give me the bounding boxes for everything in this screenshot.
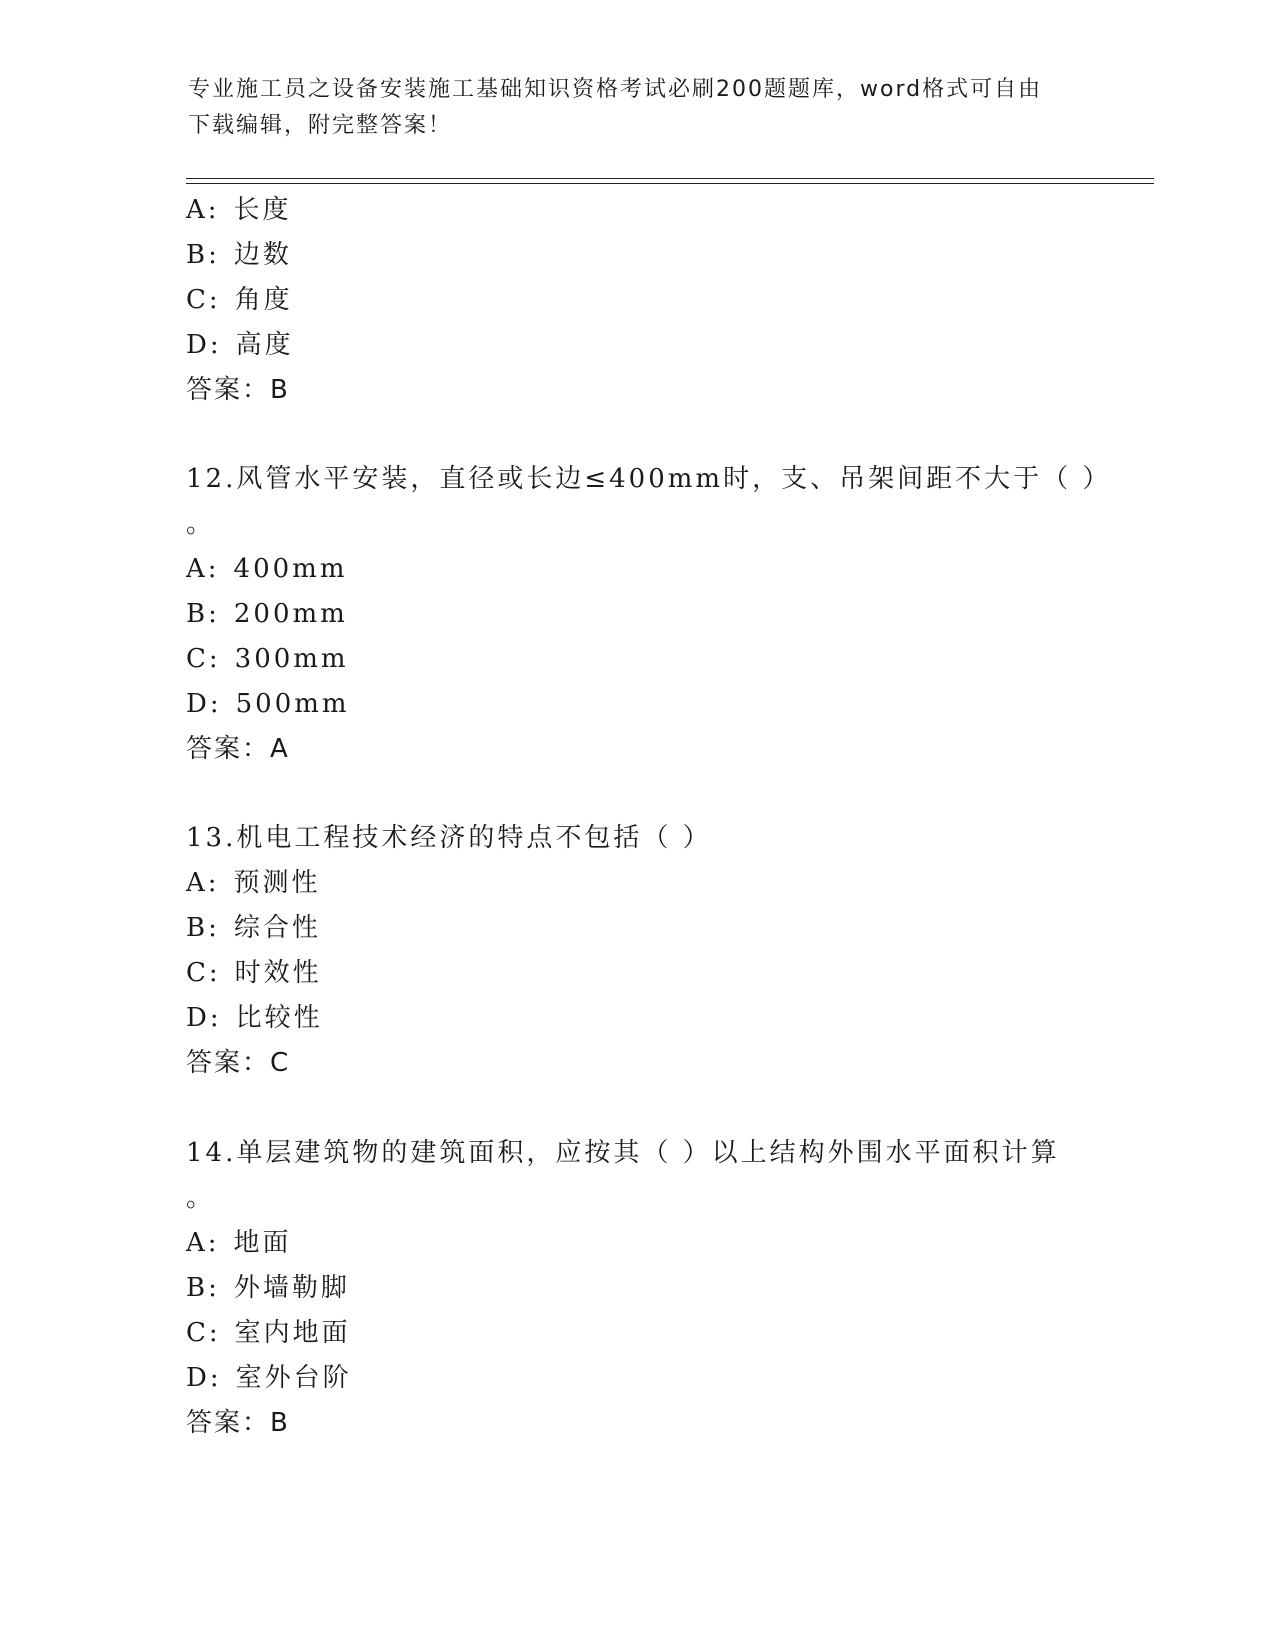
- option-label: A:: [186, 1228, 220, 1258]
- option-label: D:: [186, 689, 222, 719]
- option-text: 角度: [234, 285, 293, 315]
- q11-answer: 答案：B: [186, 375, 290, 405]
- option-text: 高度: [235, 330, 294, 360]
- q14-stem-continuation: 。: [186, 1183, 216, 1213]
- option-text: 综合性: [233, 913, 321, 943]
- option-text: 300mm: [234, 644, 349, 674]
- option-label: C:: [186, 958, 221, 988]
- option-label: D:: [186, 1003, 222, 1033]
- option-text: 室外台阶: [235, 1363, 352, 1393]
- q13-option-a: [186, 866, 321, 900]
- q11-option-c: [186, 283, 293, 317]
- q12-option-d: [186, 687, 350, 721]
- option-text: 边数: [233, 240, 292, 270]
- option-label: C:: [186, 1318, 221, 1348]
- option-text: 室内地面: [234, 1318, 351, 1348]
- q14-option-d: [186, 1361, 352, 1395]
- option-label: C:: [186, 285, 221, 315]
- header-divider-top: [186, 178, 1154, 179]
- option-label: A:: [186, 195, 220, 225]
- q13-option-c: [186, 956, 322, 990]
- option-label: B:: [186, 240, 220, 270]
- q11-option-b: [186, 238, 292, 272]
- option-text: 长度: [233, 195, 292, 225]
- header-line-2: 下载编辑，附完整答案！: [188, 113, 453, 138]
- q13-option-d: [186, 1001, 323, 1035]
- q12-option-c: [186, 642, 349, 676]
- option-label: A:: [186, 554, 220, 584]
- option-label: B:: [186, 599, 220, 629]
- q11-option-d: [186, 328, 294, 362]
- q14-option-a: [186, 1226, 292, 1260]
- q14-answer: 答案：B: [186, 1408, 290, 1438]
- option-label: D:: [186, 1363, 222, 1393]
- option-text: 地面: [233, 1228, 292, 1258]
- q12-stem: 12.风管水平安装，直径或长边≤400mm时，支、吊架间距不大于（ ）: [186, 464, 1112, 494]
- q13-answer: 答案：C: [186, 1048, 291, 1078]
- document-header: [188, 72, 1088, 144]
- q12-option-a: [186, 552, 347, 586]
- q14-stem: 14.单层建筑物的建筑面积，应按其（ ）以上结构外围水平面积计算: [186, 1138, 1060, 1168]
- q11-option-a: [186, 193, 292, 227]
- q14-option-b: [186, 1271, 350, 1305]
- q14-option-c: [186, 1316, 351, 1350]
- option-text: 外墙勒脚: [233, 1273, 350, 1303]
- option-text: 时效性: [234, 958, 322, 988]
- option-label: C:: [186, 644, 221, 674]
- q13-option-b: [186, 911, 321, 945]
- option-text: 400mm: [233, 554, 348, 584]
- header-line-1: 专业施工员之设备安装施工基础知识资格考试必刷200题题库，word格式可自由: [188, 77, 1043, 102]
- q13-stem: 13.机电工程技术经济的特点不包括（ ）: [186, 823, 712, 853]
- option-text: 预测性: [233, 868, 321, 898]
- option-text: 200mm: [233, 599, 348, 629]
- q12-stem-continuation: 。: [186, 509, 216, 539]
- option-text: 500mm: [235, 689, 350, 719]
- option-label: A:: [186, 868, 220, 898]
- q12-option-b: [186, 597, 348, 631]
- header-divider-bottom: [186, 183, 1154, 184]
- option-label: B:: [186, 1273, 220, 1303]
- option-label: D:: [186, 330, 222, 360]
- option-text: 比较性: [235, 1003, 323, 1033]
- option-label: B:: [186, 913, 220, 943]
- q12-answer: 答案：A: [186, 734, 290, 764]
